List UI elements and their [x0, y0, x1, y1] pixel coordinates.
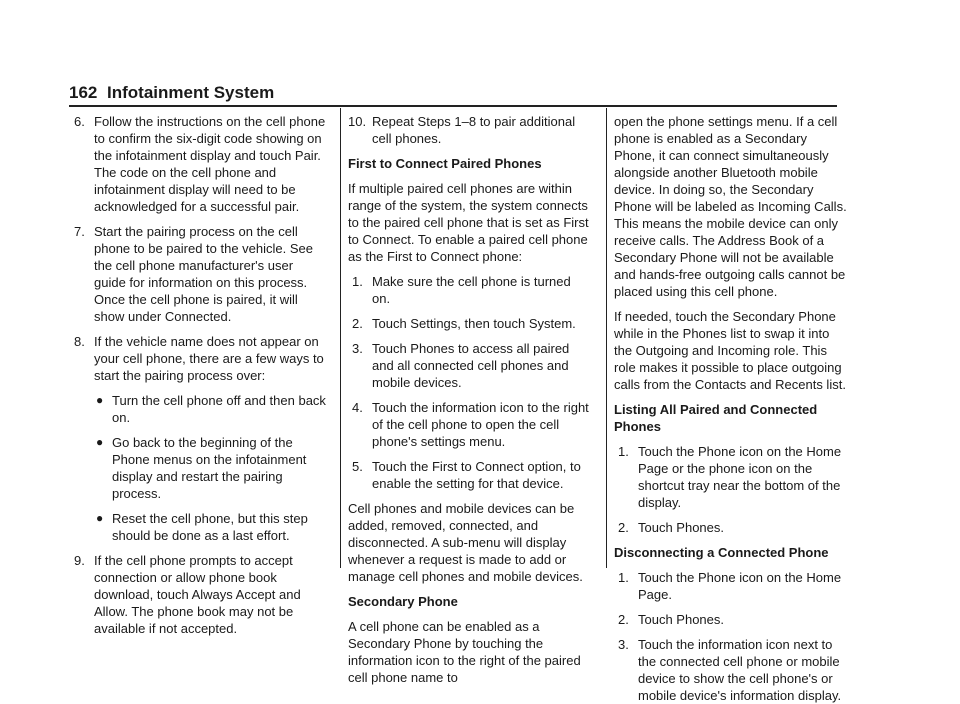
- column-1: [74, 113, 326, 645]
- bullet-text: Reset the cell phone, but this step should be done as a last effort.: [112, 511, 308, 543]
- step-number: 3.: [352, 341, 363, 356]
- bullet-icon: ●: [96, 435, 104, 449]
- step-text: Touch the Phone icon on the Home Page.: [638, 570, 842, 602]
- step-number: 1.: [618, 444, 629, 459]
- list-item: [74, 333, 326, 384]
- list-item: [348, 113, 589, 147]
- step-text: Touch Phones.: [638, 612, 725, 627]
- list-item: [614, 611, 847, 628]
- list-item: [348, 273, 589, 307]
- bullet-item: [74, 392, 326, 426]
- bullet-icon: ●: [96, 393, 104, 407]
- list-item: [74, 552, 326, 637]
- step-number: 10.: [348, 114, 367, 129]
- step-text: Touch Phones.: [638, 520, 725, 535]
- subheading-first-to-connect: First to Connect Paired Phones: [348, 156, 542, 171]
- step-text: Touch Phones to access all paired and all connected cell phones and mobile devices.: [372, 341, 570, 390]
- bullet-text: Go back to the beginning of the Phone menus on the infotainment display and restart the pairing process.: [112, 435, 307, 501]
- step-number: 2.: [352, 316, 363, 331]
- paragraph: If multiple paired cell phones are within range of the system, the system connects to the paired cell phone that is set as First to Connect. To enable a paired cell phone as the First to Connect phone:: [348, 181, 589, 264]
- subheading-secondary-phone: Secondary Phone: [348, 594, 458, 609]
- list-item: [614, 519, 847, 536]
- step-text: If the vehicle name does not appear on your cell phone, there are a few ways to start the pairing process over:: [94, 334, 324, 383]
- list-item: [74, 223, 326, 325]
- bullet-text: Turn the cell phone off and then back on.: [112, 393, 326, 425]
- step-text: Follow the instructions on the cell phone to confirm the six-digit code showing on the infotainment display and touch Pair. The code on the cell phone and infotainment display will need to be acknowledged for a successful pair.: [94, 114, 326, 214]
- step-number: 1.: [618, 570, 629, 585]
- step-number: 9.: [74, 553, 85, 568]
- step-text: If the cell phone prompts to accept connection or allow phone book download, touch Always Accept and Allow. The phone book may not be available if not accepted.: [94, 553, 301, 636]
- bullet-item: [74, 434, 326, 502]
- step-text: Touch the First to Connect option, to enable the setting for that device.: [372, 459, 581, 491]
- paragraph: Cell phones and mobile devices can be added, removed, connected, and disconnected. A sub-menu will display whenever a request is made to add or manage cell phones and mobile devices.: [348, 501, 583, 584]
- bullet-item: [74, 510, 326, 544]
- step-number: 2.: [618, 612, 629, 627]
- list-item: [614, 569, 847, 603]
- list-item: [348, 399, 589, 450]
- step-number: 5.: [352, 459, 363, 474]
- step-text: Start the pairing process on the cell phone to be paired to the vehicle. See the cell phone manufacturer's user guide for information on this process. Once the cell phone is paired, it will show under Connected.: [94, 224, 313, 324]
- section-title: Infotainment System: [107, 83, 275, 102]
- step-number: 4.: [352, 400, 363, 415]
- paragraph: If needed, touch the Secondary Phone while in the Phones list to swap it into the Outgoing and Incoming role. This role makes it possible to place outgoing calls from the Contacts and Recents list.: [614, 309, 846, 392]
- step-number: 3.: [618, 637, 629, 652]
- list-item: [74, 113, 326, 215]
- subheading-disconnecting: Disconnecting a Connected Phone: [614, 545, 829, 560]
- list-item: [614, 636, 847, 704]
- step-number: 8.: [74, 334, 85, 349]
- paragraph: open the phone settings menu. If a cell phone is enabled as a Secondary Phone, it can connect simultaneously alongside another Bluetooth mobile device. In doing so, the Secondary Phone will be labeled as Incoming Calls. This means the mobile device can only receive calls. The Address Book of a Secondary Phone will not be available and hands-free outgoing calls cannot be placed using this cell phone.: [614, 114, 847, 299]
- step-number: 1.: [352, 274, 363, 289]
- step-text: Touch Settings, then touch System.: [372, 316, 576, 331]
- step-text: Make sure the cell phone is turned on.: [372, 274, 571, 306]
- list-item: [348, 458, 589, 492]
- bullet-icon: ●: [96, 511, 104, 525]
- step-text: Touch the information icon next to the connected cell phone or mobile device to show the cell phone's or mobile device's information display.: [638, 637, 842, 703]
- step-text: Repeat Steps 1–8 to pair additional cell phones.: [372, 114, 576, 146]
- step-number: 6.: [74, 114, 85, 129]
- step-number: 7.: [74, 224, 85, 239]
- step-text: Touch the information icon to the right of the cell phone to open the cell phone's settings menu.: [372, 400, 589, 449]
- subheading-listing-phones: Listing All Paired and Connected Phones: [614, 402, 818, 434]
- paragraph: A cell phone can be enabled as a Secondary Phone by touching the information icon to the right of the paired cell phone name to: [348, 619, 581, 685]
- list-item: [348, 315, 589, 332]
- column-2: [340, 108, 589, 685]
- list-item: [348, 340, 589, 391]
- page-number: 162: [69, 83, 98, 102]
- list-item: [614, 443, 847, 511]
- column-3: [606, 108, 847, 703]
- step-number: 2.: [618, 520, 629, 535]
- step-text: Touch the Phone icon on the Home Page or the phone icon on the shortcut tray near the bottom of the display.: [638, 444, 842, 510]
- page-header: [69, 83, 837, 107]
